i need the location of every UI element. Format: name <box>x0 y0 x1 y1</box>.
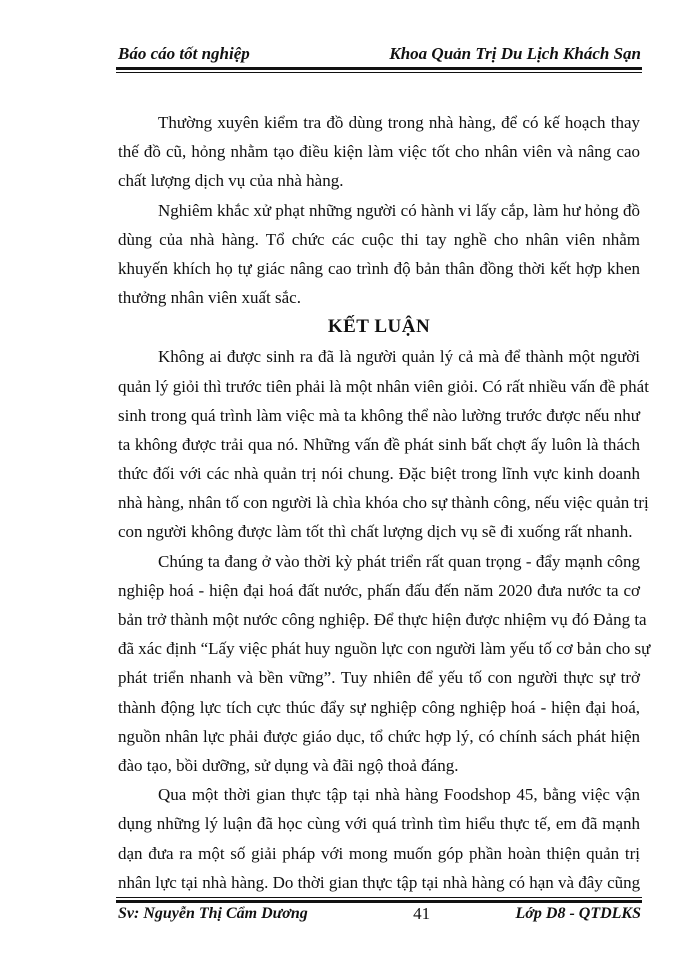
text-line: thành động lực tích cực thúc đẩy sự nghiệp công nghiệp hoá - hiện đại hoá, <box>118 697 640 717</box>
paragraph-5 <box>118 780 640 897</box>
text-line: Chúng ta đang ở vào thời kỳ phát triển rất quan trọng - đẩy mạnh công <box>158 551 640 571</box>
paragraph-3 <box>118 342 649 546</box>
page-number: 41 <box>413 904 431 923</box>
section-heading: KẾT LUẬN <box>327 316 431 338</box>
header-faculty-name: Khoa Quản Trị Du Lịch Khách Sạn <box>389 44 641 63</box>
text-line: Nghiêm khắc xử phạt những người có hành vi lấy cắp, làm hư hỏng đồ <box>158 200 640 220</box>
header-rule-thin <box>116 72 642 73</box>
text-line: đào tạo, bồi dưỡng, sử dụng và đãi ngộ thoả đáng. <box>118 755 459 775</box>
page-footer <box>118 903 641 925</box>
text-line: Không ai được sinh ra đã là người quản lý cả mà để thành một người <box>158 347 640 367</box>
text-line: nhân lực tại nhà hàng. Do thời gian thực tập tại nhà hàng có hạn và đây cũng <box>118 872 641 892</box>
text-line: sinh trong quá trình làm việc mà ta không thể nào lường trước được nếu như <box>118 405 640 425</box>
text-line: thưởng nhân viên xuất sắc. <box>118 288 301 308</box>
paragraph-4 <box>118 547 651 781</box>
header-report-title: Báo cáo tốt nghiệp <box>118 44 250 63</box>
text-line: dạn đưa ra một số giải pháp với mong muốn góp phần hoàn thiện quản trị <box>118 843 640 863</box>
text-line: Qua một thời gian thực tập tại nhà hàng Foodshop 45, bằng việc vận <box>158 785 640 805</box>
text-line: chất lượng dịch vụ của nhà hàng. <box>118 171 344 191</box>
page-body <box>118 108 651 897</box>
footer-student-name: Sv: Nguyễn Thị Cẩm Dương <box>118 905 308 922</box>
text-line: con người không được làm tốt thì chất lượng dịch vụ sẽ đi xuống rất nhanh. <box>118 522 633 542</box>
text-line: phát triển nhanh và bền vững”. Tuy nhiên để yếu tố con người thực sự trở <box>118 668 640 688</box>
text-line: thế đồ cũ, hỏng nhằm tạo điều kiện làm việc tốt cho nhân viên và nâng cao <box>118 142 640 162</box>
paragraph-1 <box>118 108 640 196</box>
text-line: nghiệp hoá - hiện đại hoá đất nước, phấn đấu đến năm 2020 đưa nước ta cơ <box>118 580 640 600</box>
text-line: Thường xuyên kiểm tra đồ dùng trong nhà hàng, để có kế hoạch thay <box>158 113 640 132</box>
paragraph-2 <box>118 196 640 313</box>
text-line: nhà hàng, nhân tố con người là chìa khóa cho sự thành công, nếu việc quản trị <box>118 493 649 513</box>
text-line: đã xác định “Lấy việc phát huy nguồn lực con người làm yếu tố cơ bản cho sự <box>118 639 651 659</box>
text-line: khuyến khích họ tự giác nâng cao trình độ bản thân đồng thời kết hợp khen <box>118 258 640 278</box>
page-header <box>118 40 641 64</box>
text-line: ta không được trải qua nó. Những vấn đề phát sinh bất chợt ấy luôn là thách <box>118 434 640 454</box>
text-line: dụng những lý luận đã học cùng với quá trình tìm hiểu thực tế, em đã mạnh <box>118 814 640 834</box>
text-line: quản lý giỏi thì trước tiên phải là một nhân viên giỏi. Có rất nhiều vấn đề phát <box>118 376 649 396</box>
text-line: dùng của nhà hàng. Tổ chức các cuộc thi tay nghề cho nhân viên nhằm <box>118 229 640 249</box>
header-rule-thick <box>116 67 642 70</box>
footer-class-code: Lớp D8 - QTDLKS <box>515 905 641 922</box>
text-line: thức đối với các nhà quản trị nói chung. Đặc biệt trong lĩnh vực kinh doanh <box>118 464 640 484</box>
footer-rule-thin <box>116 897 642 898</box>
text-line: bản trở thành một nước công nghiệp. Để thực hiện được nhiệm vụ đó Đảng ta <box>118 610 647 629</box>
text-line: nguồn nhân lực phải được giáo dục, tổ chức hợp lý, có chính sách phát hiện <box>118 726 640 746</box>
